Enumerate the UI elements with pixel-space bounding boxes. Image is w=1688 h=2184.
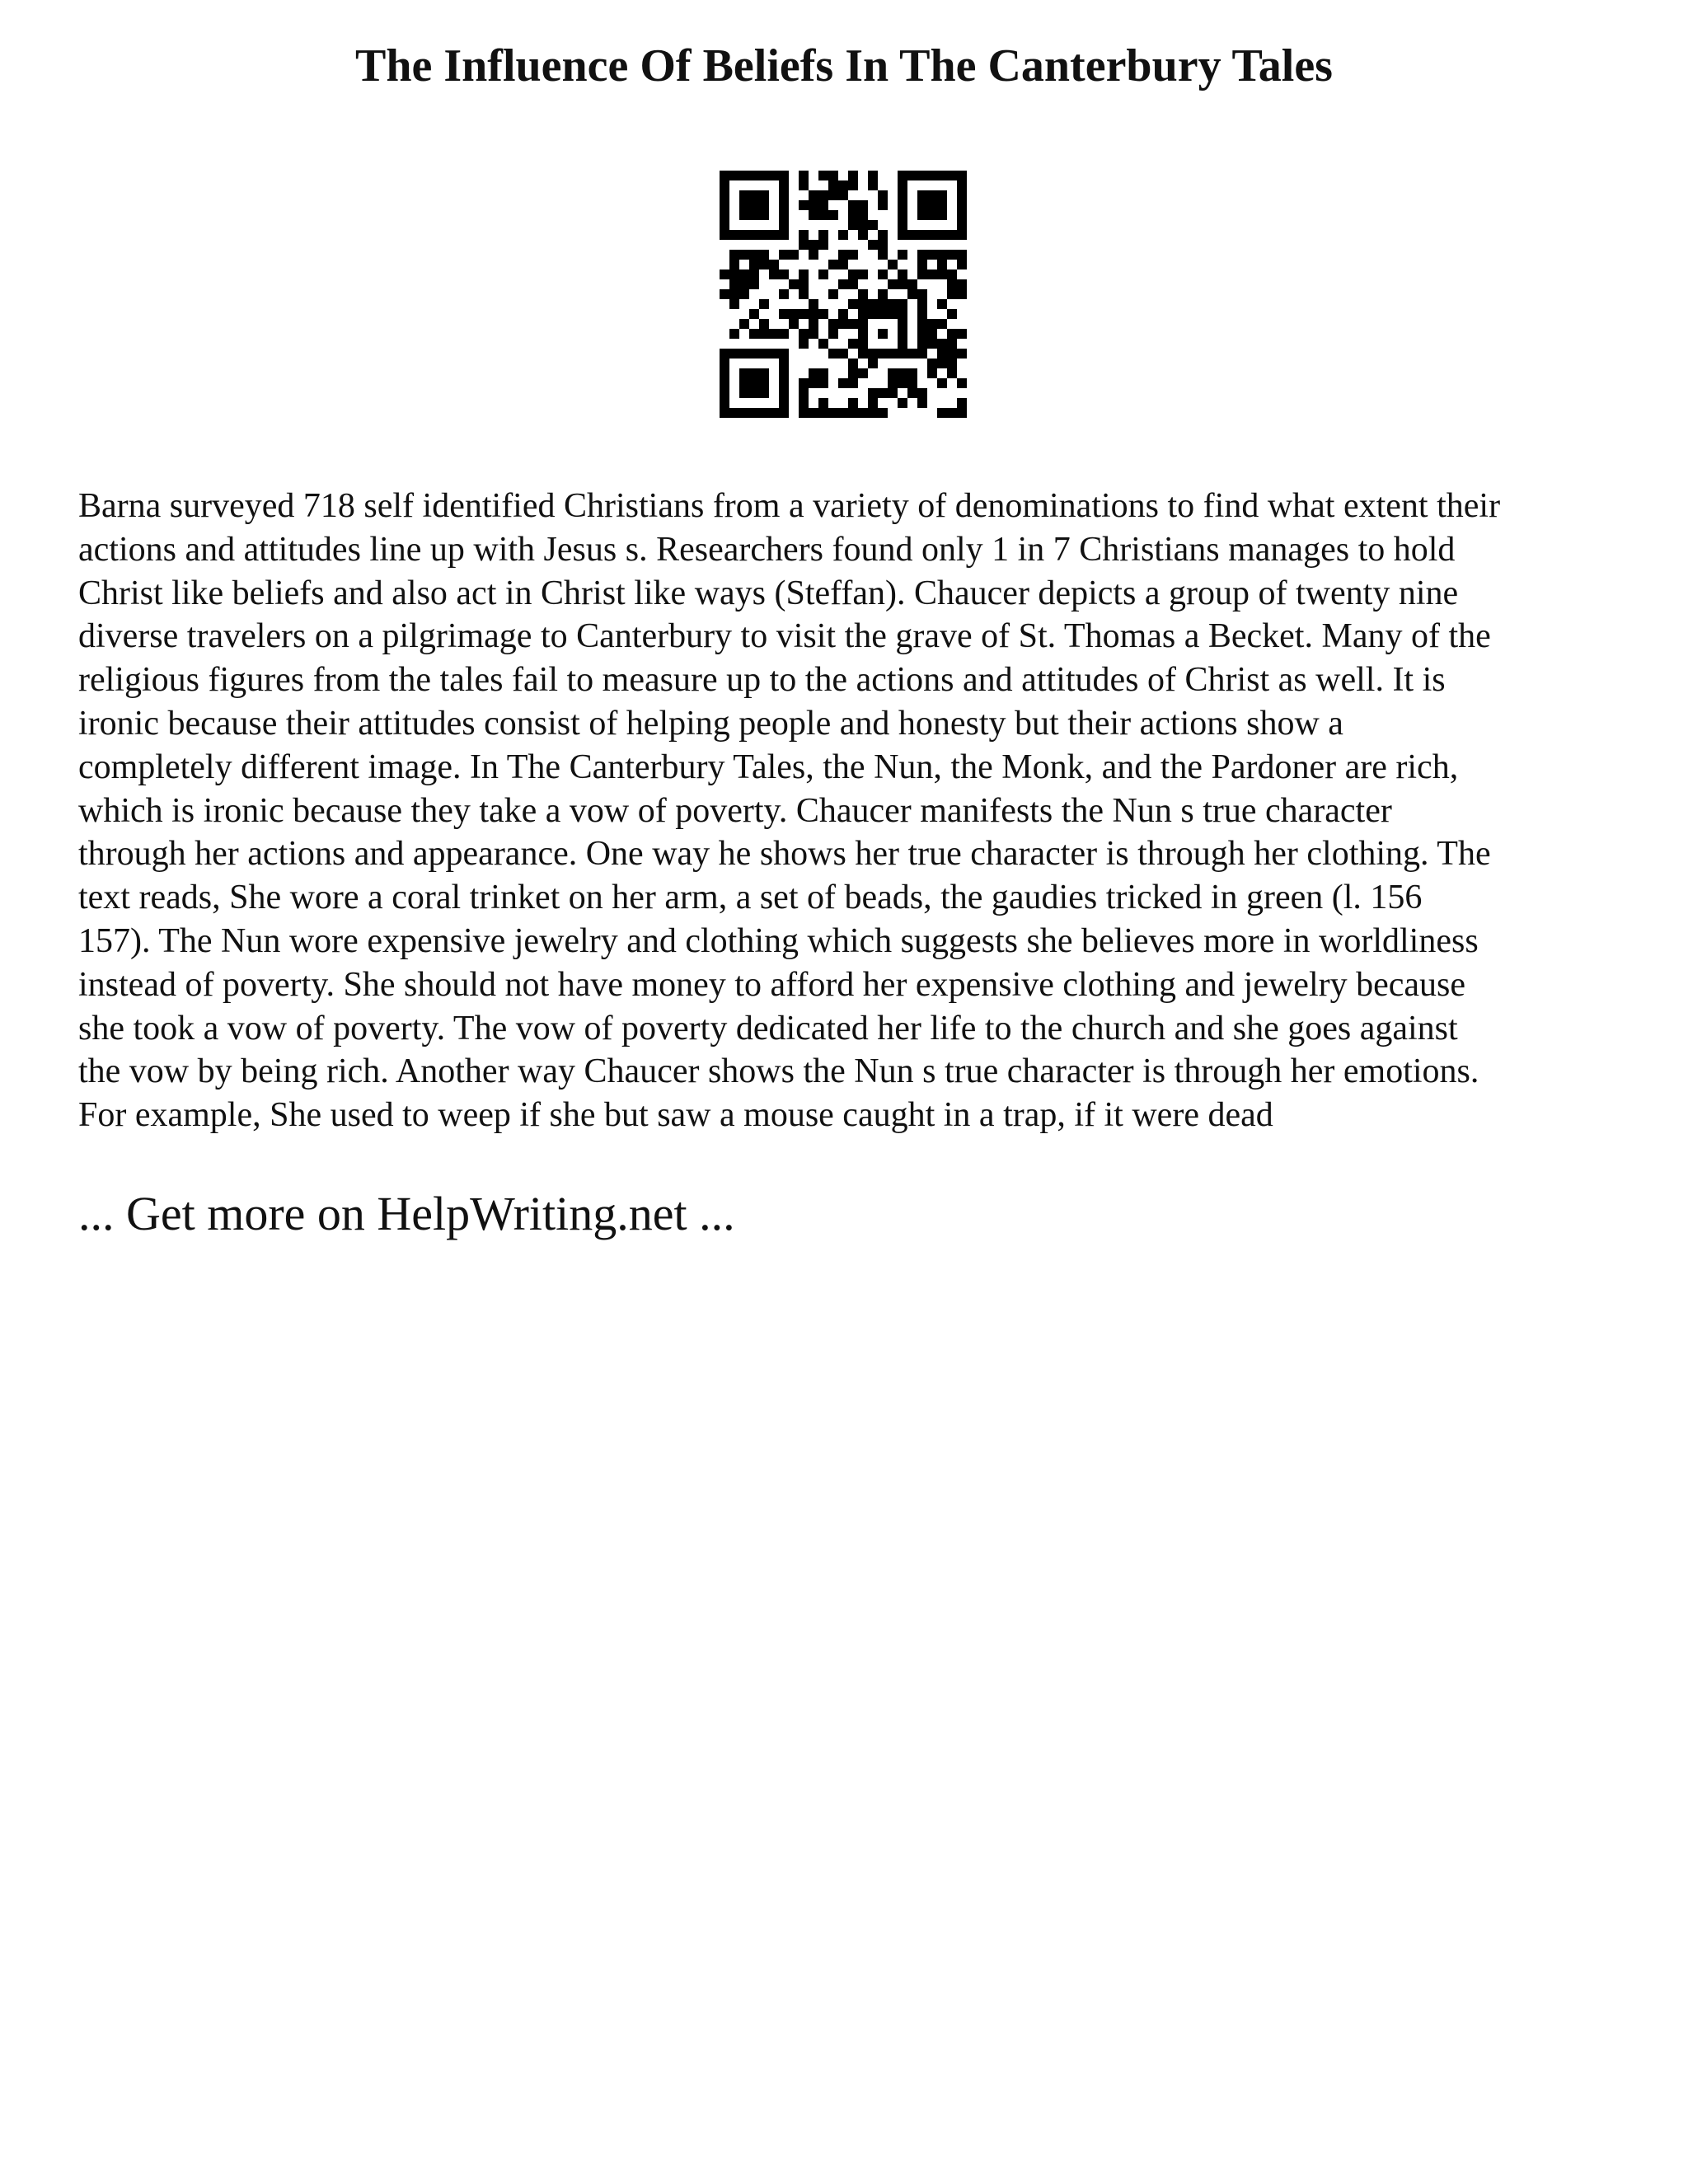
body-line: the vow by being rich. Another way Chaucer shows the Nun s true character is through her emotions. bbox=[78, 1052, 1479, 1091]
body-line: religious figures from the tales fail to measure up to the actions and attitudes of Christ as well. It is bbox=[78, 661, 1446, 700]
body-line: Christ like beliefs and also act in Christ like ways (Steffan). Chaucer depicts a group of twenty nine bbox=[78, 574, 1459, 612]
body-line: ironic because their attitudes consist of helping people and honesty but their actions show a bbox=[78, 704, 1343, 743]
body-line: she took a vow of poverty. The vow of poverty dedicated her life to the church and she goes against bbox=[78, 1009, 1458, 1047]
body-line: instead of poverty. She should not have money to afford her expensive clothing and jewelry because bbox=[78, 965, 1466, 1004]
page-title: The Influence Of Beliefs In The Canterbury Tales bbox=[355, 40, 1333, 91]
body-line: actions and attitudes line up with Jesus s. Researchers found only 1 in 7 Christians manages to hold bbox=[78, 530, 1456, 569]
qr-code-icon bbox=[720, 171, 967, 418]
body-line: through her actions and appearance. One way he shows her true character is through her clothing. The bbox=[78, 835, 1491, 874]
get-more-link[interactable]: ... Get more on HelpWriting.net ... bbox=[78, 1187, 735, 1240]
body-paragraph bbox=[78, 485, 1628, 1137]
body-line: Barna surveyed 718 self identified Christians from a variety of denominations to find what extent their bbox=[78, 487, 1501, 525]
body-line: completely different image. In The Canterbury Tales, the Nun, the Monk, and the Pardoner are rich, bbox=[78, 748, 1459, 786]
body-line: text reads, She wore a coral trinket on her arm, a set of beads, the gaudies tricked in green (l. 156 bbox=[78, 879, 1423, 917]
body-line: which is ironic because they take a vow of poverty. Chaucer manifests the Nun s true character bbox=[78, 791, 1392, 830]
body-line: diverse travelers on a pilgrimage to Canterbury to visit the grave of St. Thomas a Becket. Many of the bbox=[78, 617, 1491, 656]
body-line: 157). The Nun wore expensive jewelry and clothing which suggests she believes more in worldliness bbox=[78, 921, 1479, 960]
body-line: For example, She used to weep if she but saw a mouse caught in a trap, if it were dead bbox=[78, 1096, 1273, 1135]
